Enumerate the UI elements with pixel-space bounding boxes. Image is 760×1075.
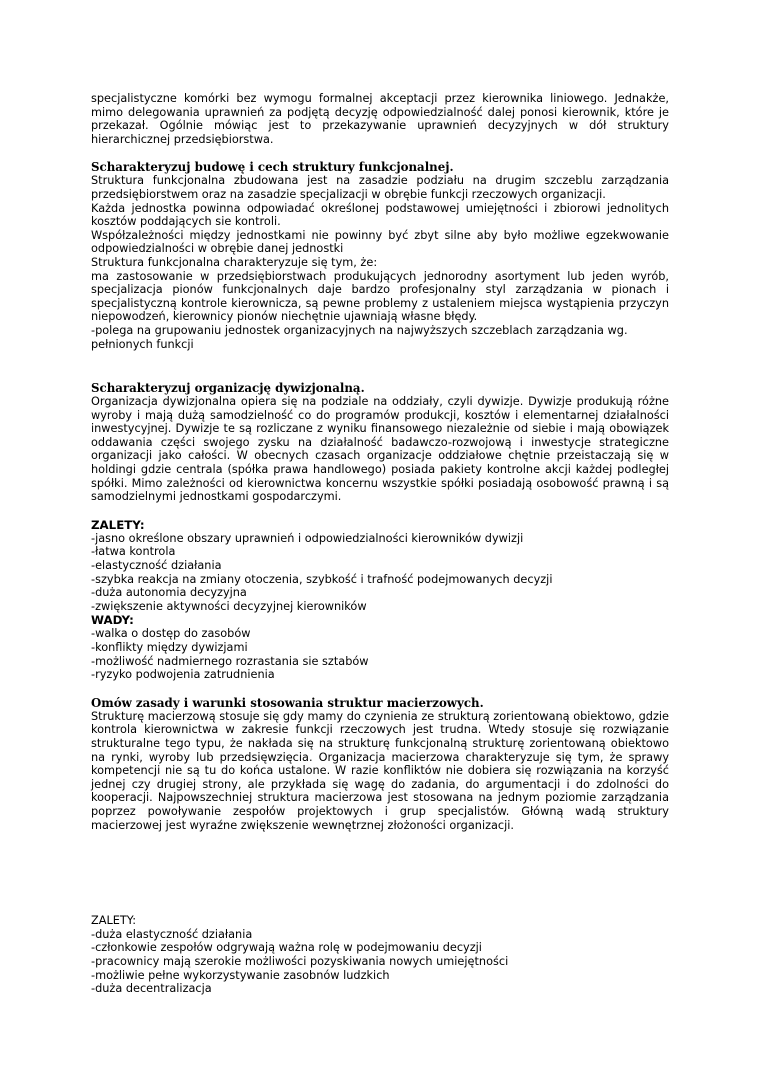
- list-item: -elastyczność działania: [91, 559, 222, 573]
- matrix-paragraph: Strukturę macierzową stosuje się gdy mamy do czynienia ze strukturą zorientowaną obiektowo, gdzie kontrola kierownictwa w zakresie funkcji rzeczowych jest trudna. Wtedy stosuje się rozwiązanie strukturalne tego typu, że nakłada się na strukturę funkcjonalną strukturę zorientowaną obiektowo na rynki, wyroby lub przedsięwzięcia. Organizacja macierzowa charakteryzuje się tym, że sprawy kompetencji nie są tu do końca ustalone. W razie konfliktów nie dobiera się rozwiązania na korzyść jednej czy drugiej strony, ale przykłada się wagę do zadania, do argumentacji i do zdolności do kooperacji. Najpowszechniej struktura macierzowa jest stosowana na jednym poziomie zarządzania poprzez powoływanie zespołów projektowych i grup specjalistów. Główną wadą struktury macierzowej jest wyraźne zwiększenie wewnętrznej złożoności organizacji.: [91, 709, 669, 832]
- list-item: -szybka reakcja na zmiany otoczenia, szybkość i trafność podejmowanych decyzji: [91, 572, 553, 586]
- divisional-pros-label: ZALETY:: [91, 517, 145, 532]
- divisional-cons-label: WADY:: [91, 613, 134, 628]
- matrix-pros-label: ZALETY:: [91, 914, 137, 928]
- functional-paragraph-1: Struktura funkcjonalna zbudowana jest na zasadzie podziału na drugim szczeblu zarządzania przedsiębiorstwem oraz na zasadzie specjalizacji w obrębie funkcji rzeczowych organizacji.: [91, 174, 669, 201]
- list-item: -członkowie zespołów odgrywają ważna rolę w podejmowaniu decyzji: [91, 941, 482, 955]
- divisional-paragraph: Organizacja dywizjonalna opiera się na podziale na oddziały, czyli dywizje. Dywizje produkują różne wyroby i mają dużą samodzielność co do programów produkcji, kosztów i elementarnej działalności inwestycyjnej. Dywizje te są rozliczane z wyniku finansowego niezależnie od siebie i mają obowiązek oddawania części swojego zysku na działalność badawczo-rozwojową i inwestycje strategiczne organizacji jako całości. W obecnych czasach organizacje oddziałowe chętnie przeistaczają się w holdingi gdzie centrala (spółka prawa handlowego) posiada pakiety kontrolne akcji każdej podległej spółki. Mimo zależności od kierownictwa koncernu wszystkie spółki posiadają osobowość prawną i są samodzielnymi jednostkami gospodarczymi.: [91, 395, 669, 504]
- divisional-heading: Scharakteryzuj organizację dywizjonalną.: [91, 381, 365, 396]
- list-item: -duża autonomia decyzyjna: [91, 586, 247, 600]
- functional-paragraph-6: -polega na grupowaniu jednostek organizacyjnych na najwyższych szczeblach zarządzania wg. pełnionych funkcji: [91, 323, 628, 351]
- list-item: -zwiększenie aktywności decyzyjnej kierowników: [91, 599, 367, 613]
- list-item: -możliwie pełne wykorzystywanie zasobnów ludzkich: [91, 968, 390, 982]
- list-item: -możliwość nadmiernego rozrastania sie sztabów: [91, 654, 369, 668]
- list-item: -ryzyko podwojenia zatrudnienia: [91, 668, 275, 682]
- list-item: -duża decentralizacja: [91, 982, 212, 996]
- list-item: -duża elastyczność działania: [91, 927, 253, 941]
- list-item: -pracownicy mają szerokie możliwości pozyskiwania nowych umiejętności: [91, 954, 509, 968]
- functional-paragraph-4: Struktura funkcjonalna charakteryzuje się tym, że:: [91, 255, 378, 269]
- functional-heading: Scharakteryzuj budowę i cech struktury funkcjonalnej.: [91, 160, 454, 175]
- functional-paragraph-5: ma zastosowanie w przedsiębiorstwach produkujących jednorodny asortyment lub jeden wyrób, specjalizacja pionów funkcjonalnych daje bardzo profesjonalny styl zarządzania w pionach i specjalistyczną kontrole kierownicza, są pewne problemy z ustaleniem miejsca wystąpienia przyczyn niepowodzeń, kierownicy pionów niechętnie ujawniają własne błędy.: [91, 269, 669, 324]
- list-item: -łatwa kontrola: [91, 545, 176, 559]
- list-item: -konflikty między dywizjami: [91, 641, 248, 654]
- intro-paragraph: specjalistyczne komórki bez wymogu formalnej akceptacji przez kierownika liniowego. Jednakże, mimo delegowania uprawnień za podjętą decyzję odpowiedzialność dalej ponosi kierownik, które je przekazał. Ogólnie mówiąc jest to przekazywanie uprawnień decyzyjnych w dół struktury hierarchicznej przedsiębiorstwa.: [91, 92, 669, 146]
- matrix-heading: Omów zasady i warunki stosowania struktur macierzowych.: [91, 695, 484, 710]
- functional-paragraph-2: Każda jednostka powinna odpowiadać określonej podstawowej umiejętności i zbiorowi jednolitych kosztów poddających sie kontroli.: [91, 201, 669, 229]
- list-item: -walka o dostęp do zasobów: [91, 627, 251, 641]
- list-item: -jasno określone obszary uprawnień i odpowiedzialności kierowników dywizji: [91, 531, 524, 545]
- document-page: [91, 92, 669, 996]
- functional-paragraph-3: Współzależności między jednostkami nie powinny być zbyt silne aby było możliwe egzekwowanie odpowiedzialności w obrębie danej jednostki: [91, 228, 669, 256]
